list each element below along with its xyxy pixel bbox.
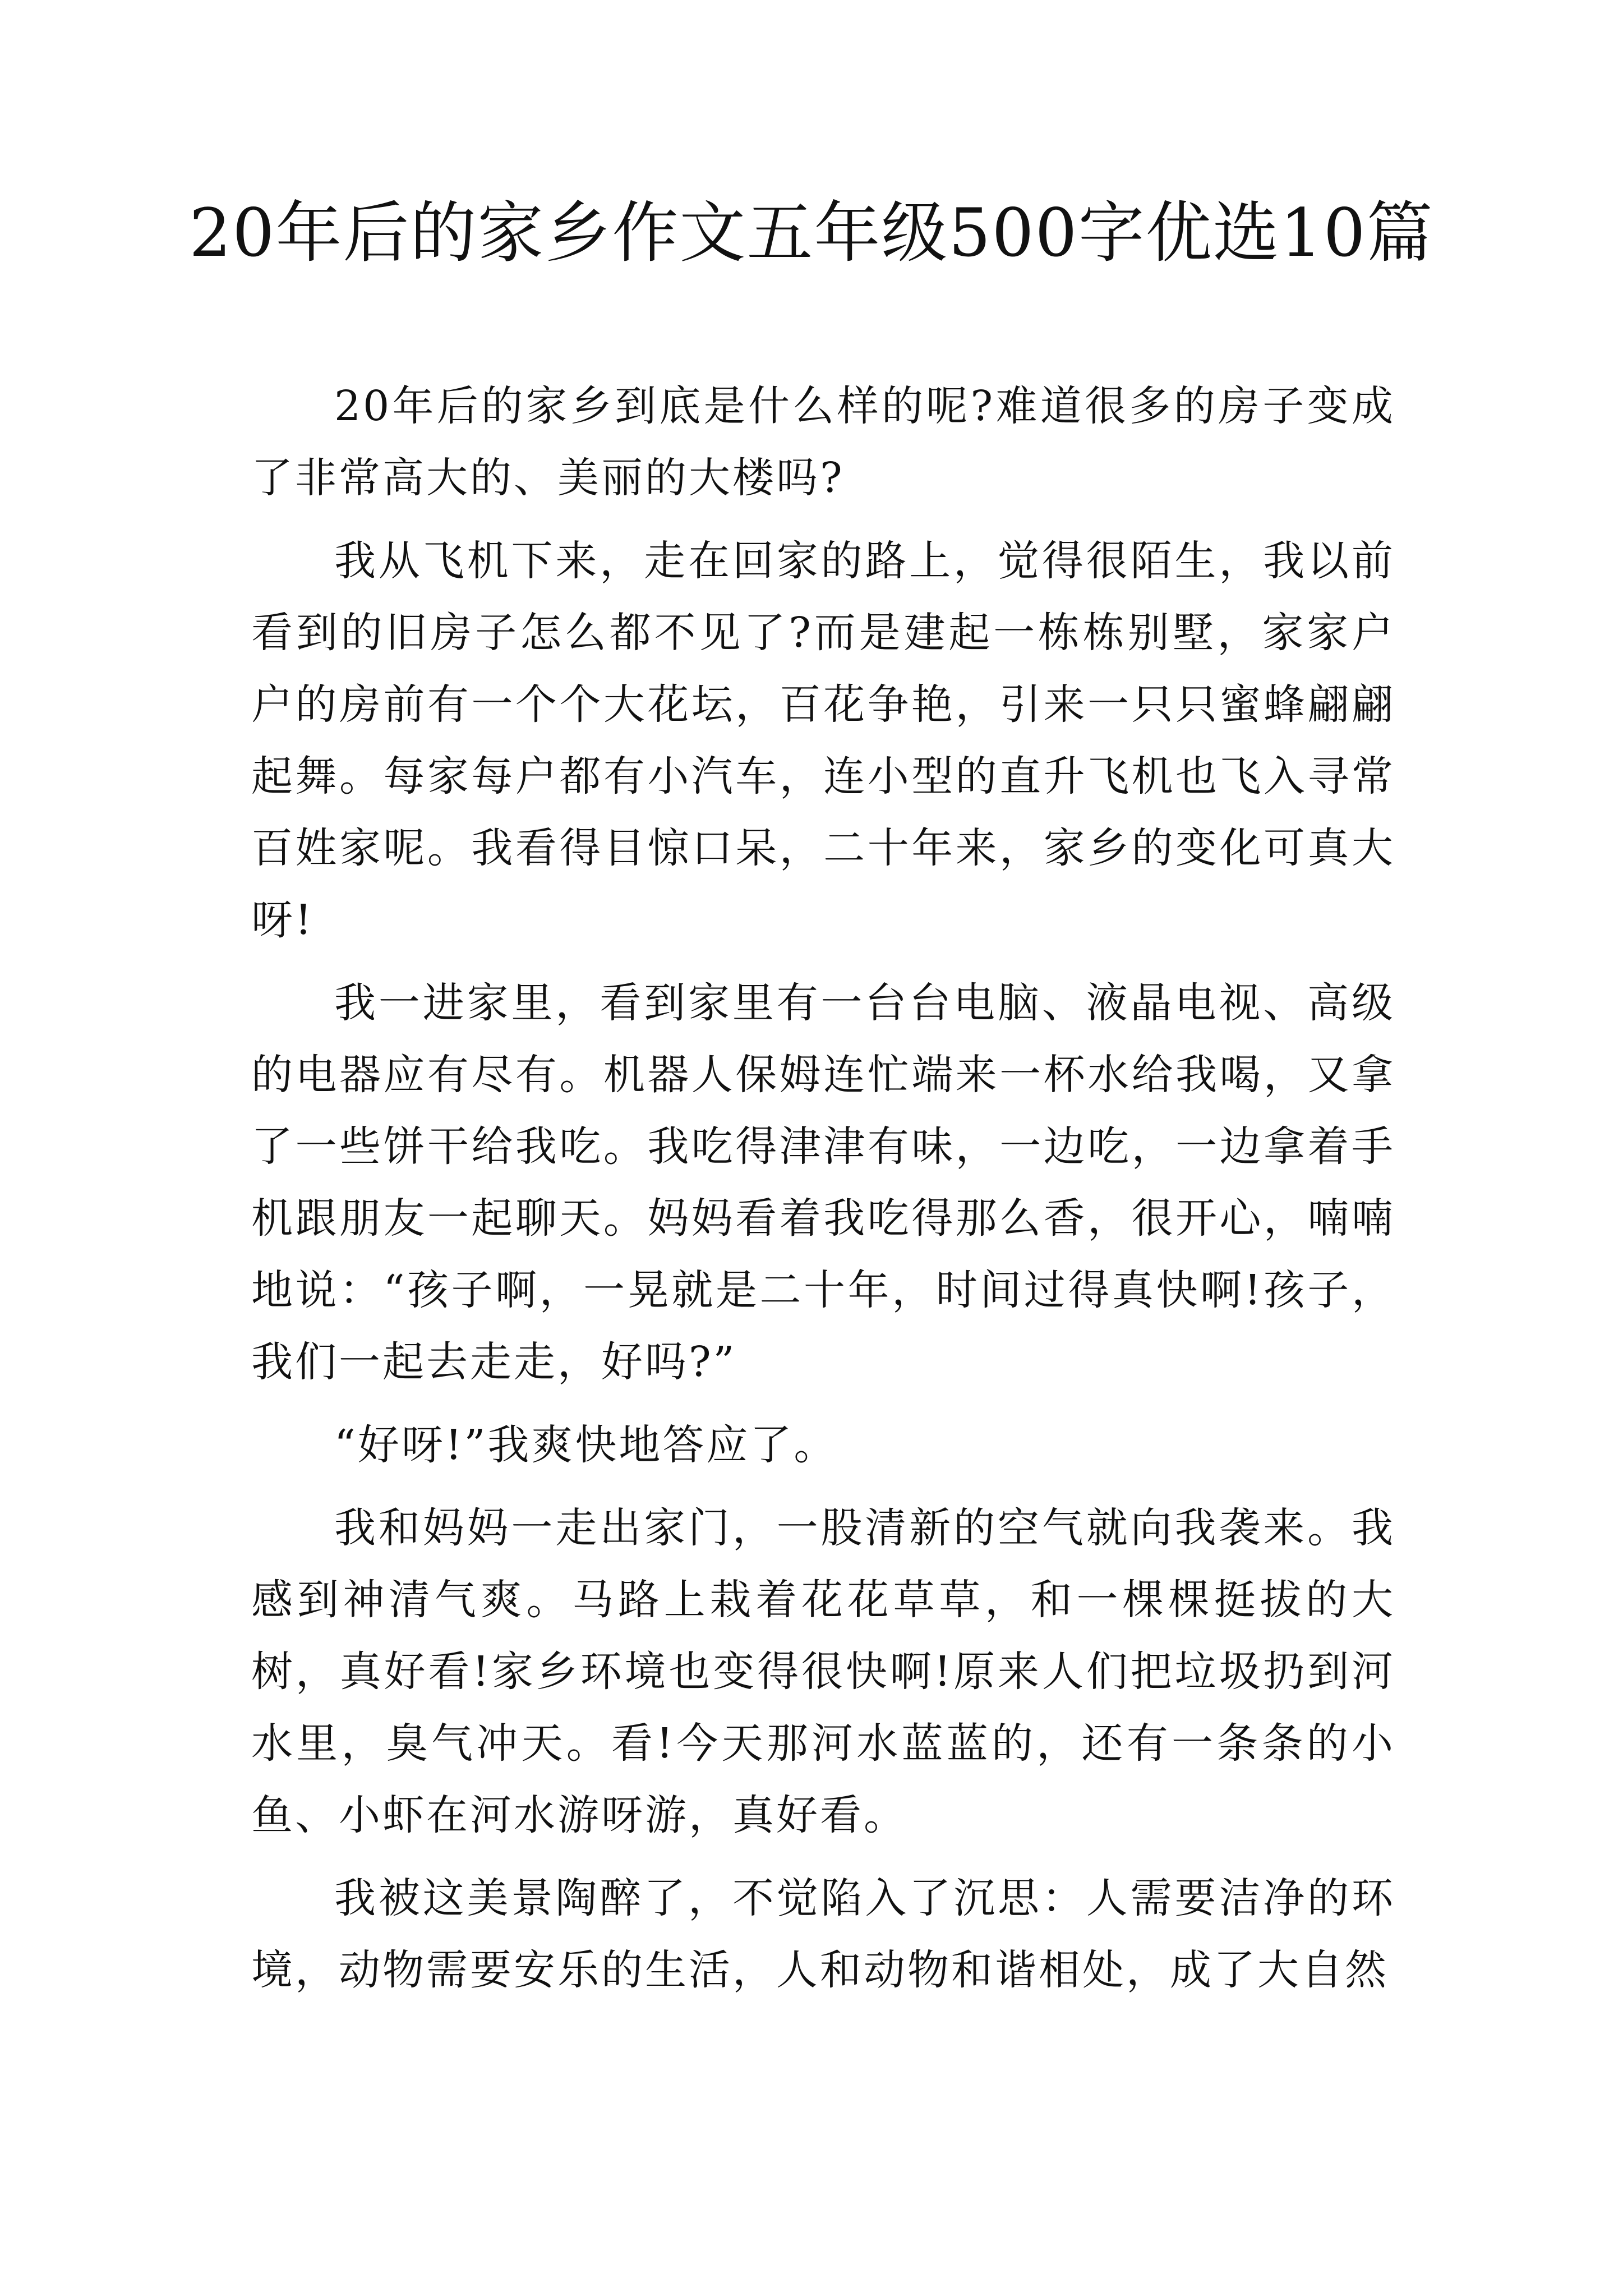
- document-title: 20年后的家乡作文五年级500字优选10篇: [189, 194, 1434, 272]
- document-body: [251, 370, 1395, 2017]
- paragraph: 我被这美景陶醉了，不觉陷入了沉思：人需要洁净的环境，动物需要安乐的生活，人和动物和谐相处，成了大自然: [251, 1874, 1395, 1994]
- paragraph: “好呀!”我爽快地答应了。: [334, 1421, 838, 1469]
- paragraph: 20年后的家乡到底是什么样的呢?难道很多的房子变成了非常高大的、美丽的大楼吗?: [251, 382, 1395, 502]
- paragraph: 我从飞机下来，走在回家的路上，觉得很陌生，我以前看到的旧房子怎么都不见了?而是建起一栋栋别墅，家家户户的房前有一个个大花坛，百花争艳，引来一只只蜜蜂翩翩起舞。每家每户都有小汽车，连小型的直升飞机也飞入寻常百姓家呢。我看得目惊口呆，二十年来，家乡的变化可真大呀!: [251, 537, 1395, 944]
- paragraph: 我和妈妈一走出家门，一股清新的空气就向我袭来。我感到神清气爽。马路上栽着花花草草，和一棵棵挺拔的大树，真好看!家乡环境也变得很快啊!原来人们把垃圾扔到河水里，臭气冲天。看!今天那河水蓝蓝的，还有一条条的小鱼、小虾在河水游呀游，真好看。: [251, 1504, 1395, 1839]
- paragraph: 我一进家里，看到家里有一台台电脑、液晶电视、高级的电器应有尽有。机器人保姆连忙端来一杯水给我喝，又拿了一些饼干给我吃。我吃得津津有味，一边吃，一边拿着手机跟朋友一起聊天。妈妈看着我吃得那么香，很开心，喃喃地说：“孩子啊，一晃就是二十年，时间过得真快啊!孩子，我们一起去走走，好吗?”: [251, 979, 1395, 1386]
